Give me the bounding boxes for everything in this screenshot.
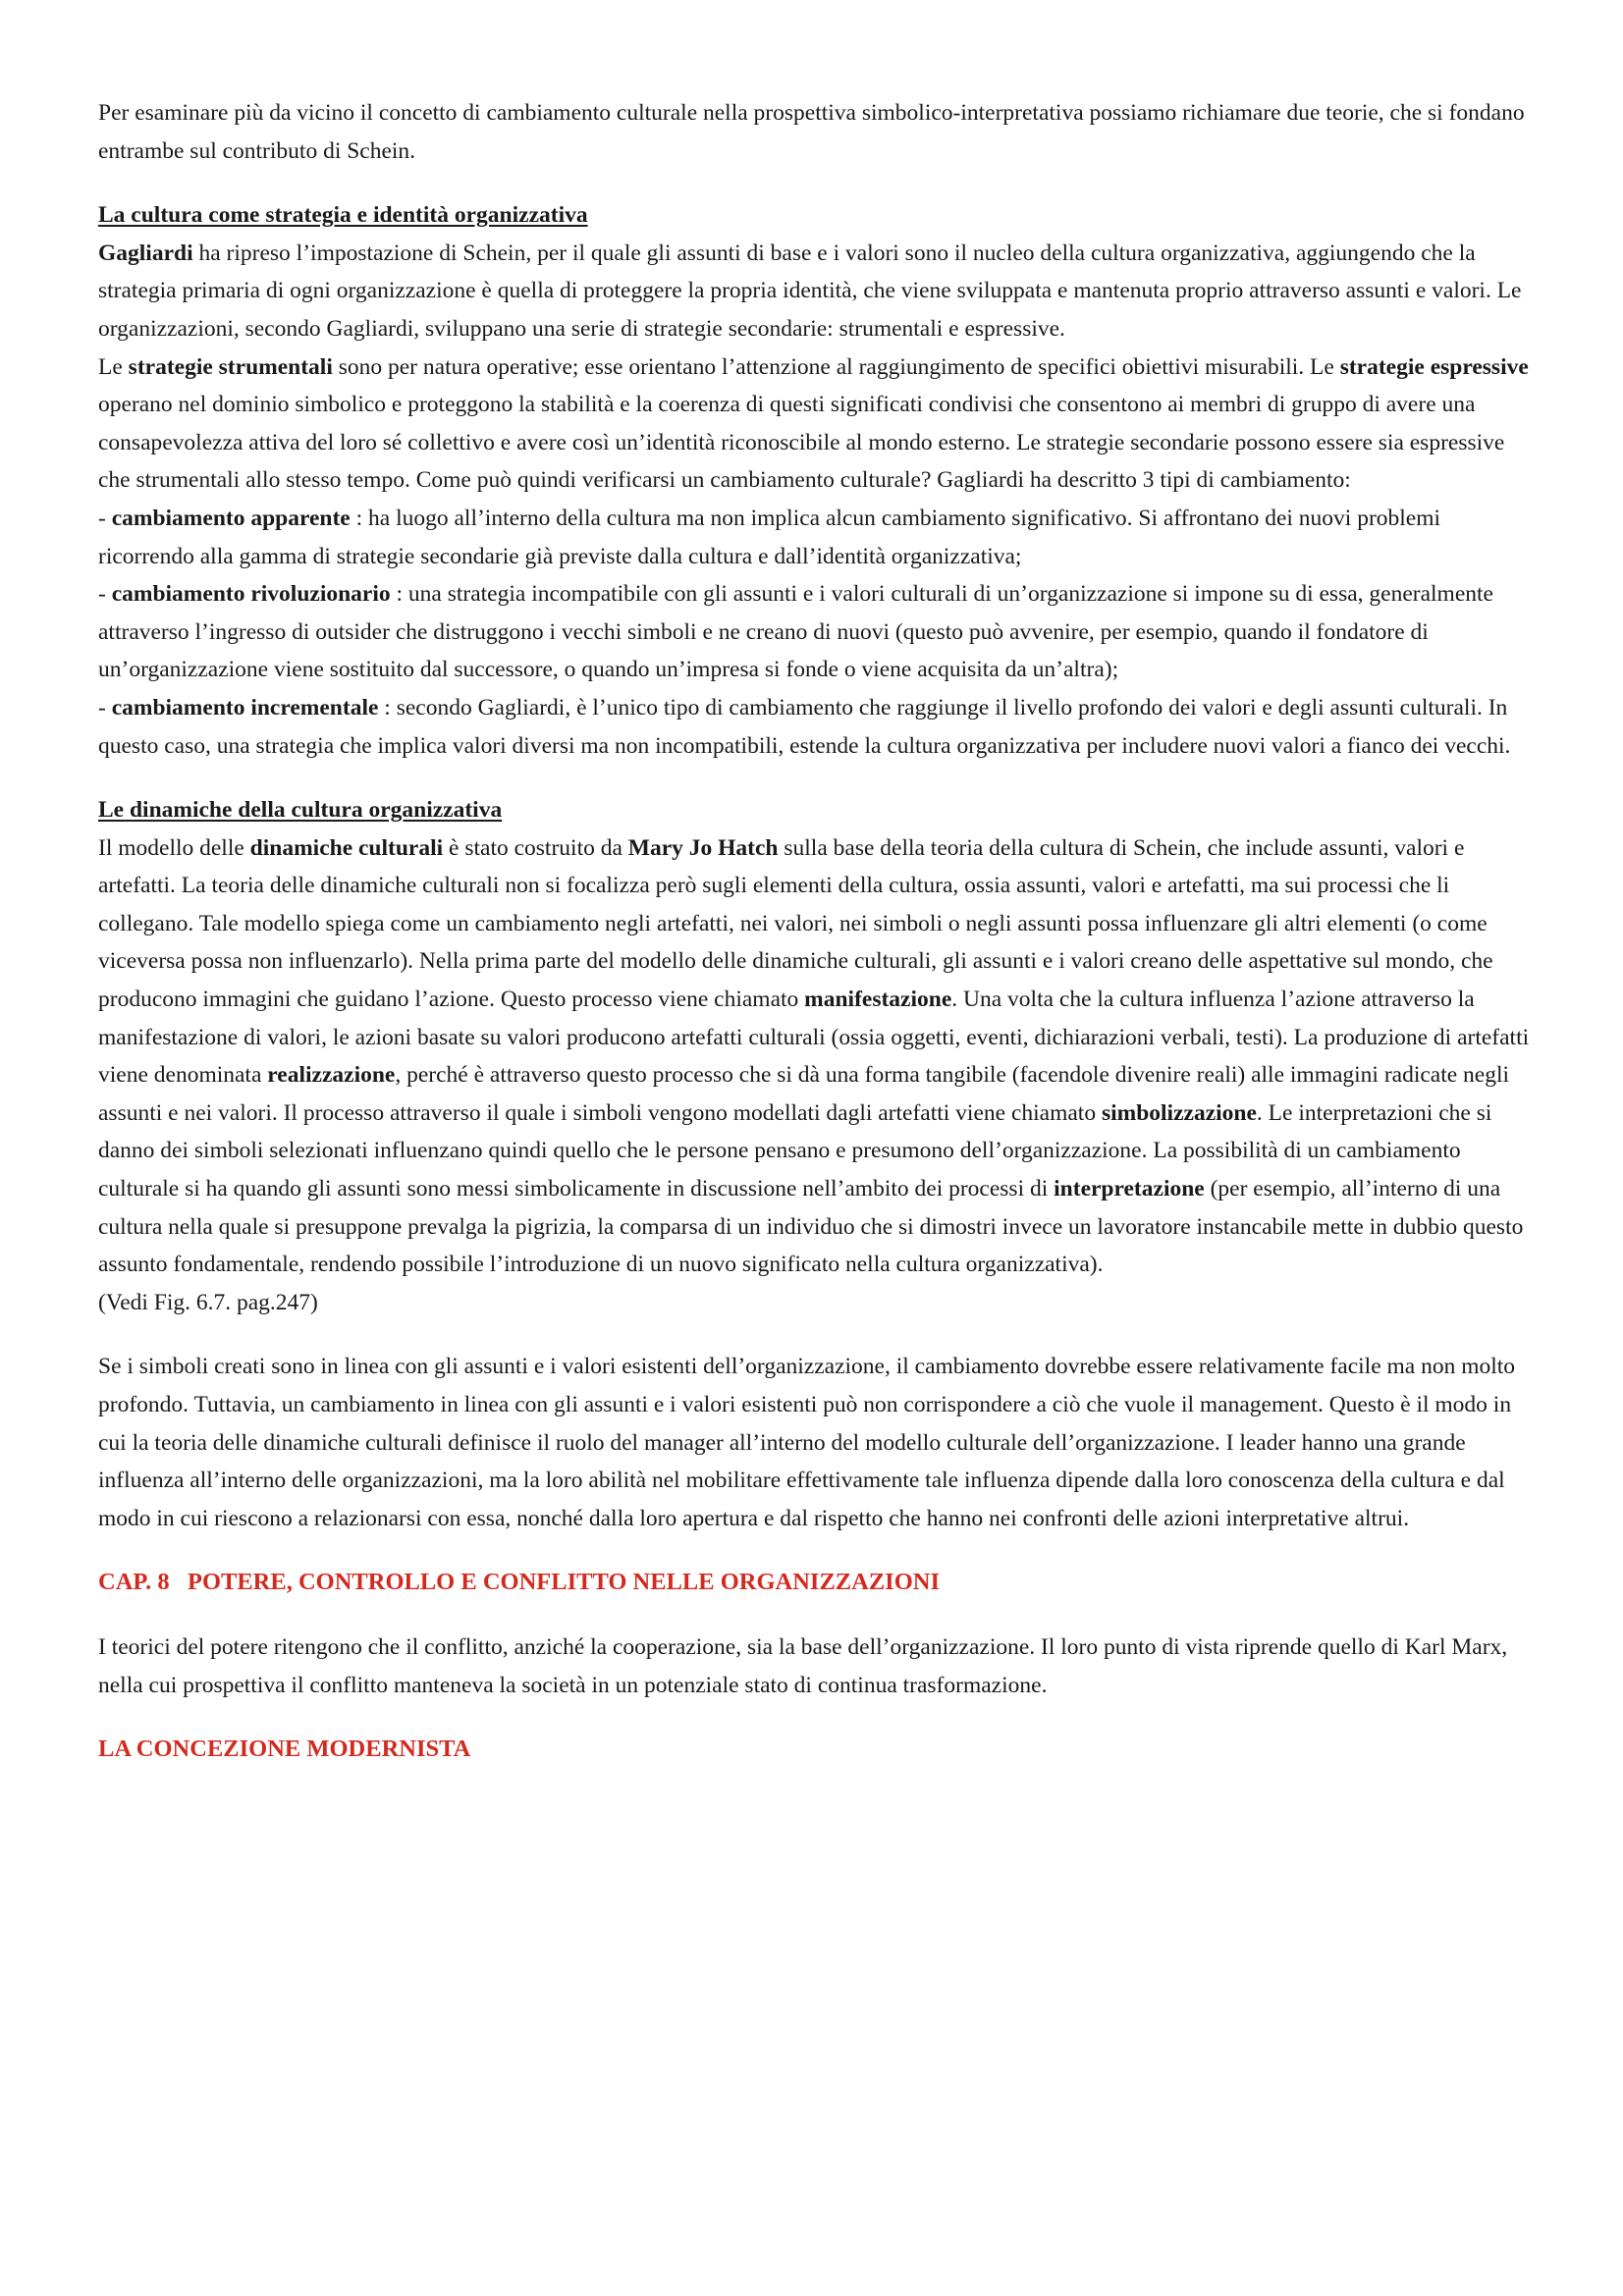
gagliardi-name: Gagliardi: [98, 240, 193, 266]
document-page: [98, 94, 1537, 1769]
section-heading-dinamiche: Le dinamiche della cultura organizzativa: [98, 797, 503, 824]
subheading-concezione-modernista: LA CONCEZIONE MODERNISTA: [98, 1735, 471, 1763]
list-item-cambiamento-rivoluzionario: - cambiamento rivoluzionario : una strategia incompatibile con gli assunti e i valori culturali di un’organizzazione si impone su di essa, generalmente attraverso l’ingresso di outsider che distruggono i vecchi simboli e ne creano di nuovi (questo può avvenire, per esempio, quando il fondatore di un’organizzazione viene sostituito dal successore, o quando un’impresa si fonde o viene acquisita da un’altra);: [98, 581, 1493, 683]
simboli-paragraph: Se i simboli creati sono in linea con gli assunti e i valori esistenti dell’organizzazione, il cambiamento dovrebbe essere relativamente facile ma non molto profondo. Tuttavia, un cambiamento in linea con gli assunti e i valori esistenti può non corrispondere a ciò che vuole il management. Questo è il modo in cui la teoria delle dinamiche culturali definisce il ruolo del manager all’interno del modello culturale dell’organizzazione. I leader hanno una grande influenza all’interno delle organizzazioni, ma la loro abilità nel mobilitare effettivamente tale influenza dipende dalla loro conoscenza della cultura e dal modo in cui riescono a relazionarsi con essa, nonché dalla loro apertura e dal rispetto che hanno nei confronti delle azioni interpretative altrui.: [98, 1354, 1516, 1531]
list-item-cambiamento-incrementale: - cambiamento incrementale : secondo Gagliardi, è l’unico tipo di cambiamento che raggiunge il livello profondo dei valori e degli assunti culturali. In questo caso, una strategia che implica valori diversi ma non incompatibili, estende la cultura organizzativa per includere nuovi valori a fianco dei vecchi.: [98, 694, 1511, 759]
chapter-heading: CAP. 8 POTERE, CONTROLLO E CONFLITTO NELLE ORGANIZZAZIONI: [98, 1569, 940, 1596]
gagliardi-paragraph: Gagliardi ha ripreso l’impostazione di Schein, per il quale gli assunti di base e i valori sono il nucleo della cultura organizzativa, aggiungendo che la strategia primaria di ogni organizzazione è quella di proteggere la propria identità, che viene sviluppata e mantenuta proprio attraverso assunti e valori. Le organizzazioni, secondo Gagliardi, sviluppano una serie di strategie secondarie: strumentali e espressive.: [98, 240, 1522, 342]
intro-paragraph: Per esaminare più da vicino il concetto di cambiamento culturale nella prospettiva simbolico-interpretativa possiamo richiamare due teorie, che si fondano entrambe sul contributo di Schein.: [98, 100, 1525, 164]
section-heading-cultura-strategia: La cultura come strategia e identità organizzativa: [98, 202, 588, 229]
term-strategie-strumentali: strategie strumentali: [128, 353, 333, 380]
figure-reference: (Vedi Fig. 6.7. pag.247): [98, 1289, 318, 1315]
term-strategie-espressive: strategie espressive: [1339, 353, 1529, 380]
list-item-cambiamento-apparente: - cambiamento apparente : ha luogo all’interno della cultura ma non implica alcun cambiamento significativo. Si affrontano dei nuovi problemi ricorrendo alla gamma di strategie secondarie già previste dalla cultura e dall’identità organizzativa;: [98, 505, 1441, 569]
teorici-potere-paragraph: I teorici del potere ritengono che il conflitto, anziché la cooperazione, sia la base dell’organizzazione. Il loro punto di vista riprende quello di Karl Marx, nella cui prospettiva il conflitto manteneva la società in un potenziale stato di continua trasformazione.: [98, 1633, 1508, 1698]
strategie-paragraph: Le strategie strumentali sono per natura operative; esse orientano l’attenzione al raggiungimento de specifici obiettivi misurabili. Le strategie espressive operano nel dominio simbolico e proteggono la stabilità e la coerenza di questi significati condivisi che consentono ai membri di gruppo di avere una consapevolezza attiva del loro sé collettivo e avere così un’identità riconoscibile al mondo esterno. Le strategie secondarie possono essere sia espressive che strumentali allo stesso tempo. Come può quindi verificarsi un cambiamento culturale? Gagliardi ha descritto 3 tipi di cambiamento:: [98, 353, 1529, 494]
dinamiche-paragraph: Il modello delle dinamiche culturali è stato costruito da Mary Jo Hatch sulla base della teoria della cultura di Schein, che include assunti, valori e artefatti. La teoria delle dinamiche culturali non si focalizza però sugli elementi della cultura, ossia assunti, valori e artefatti, ma sui processi che li collegano. Tale modello spiega come un cambiamento negli artefatti, nei valori, nei simboli o negli assunti possa influenzare gli altri elementi (o come viceversa possa non influenzarlo). Nella prima parte del modello delle dinamiche culturali, gli assunti e i valori creano delle aspettative sul mondo, che producono immagini che guidano l’azione. Questo processo viene chiamato manifestazione. Una volta che la cultura influenza l’azione attraverso la manifestazione di valori, le azioni basate su valori producono artefatti culturali (ossia oggetti, eventi, dichiarazioni verbali, testi). La produzione di artefatti viene denominata realizzazione, perché è attraverso questo processo che si dà una forma tangibile (facendole divenire reali) alle immagini radicate negli assunti e nei valori. Il processo attraverso il quale i simboli vengono modellati dagli artefatti viene chiamato simbolizzazione. Le interpretazioni che si danno dei simboli selezionati influenzano quindi quello che le persone pensano e presumono dell’organizzazione. La possibilità di un cambiamento culturale si ha quando gli assunti sono messi simbolicamente in discussione nell’ambito dei processi di interpretazione (per esempio, all’interno di una cultura nella quale si presuppone prevalga la pigrizia, la comparsa di un individuo che si dimostri invece un lavoratore instancabile mette in dubbio questo assunto fondamentale, rendendo possibile l’introduzione di un nuovo significato nella cultura organizzativa).: [98, 834, 1530, 1278]
